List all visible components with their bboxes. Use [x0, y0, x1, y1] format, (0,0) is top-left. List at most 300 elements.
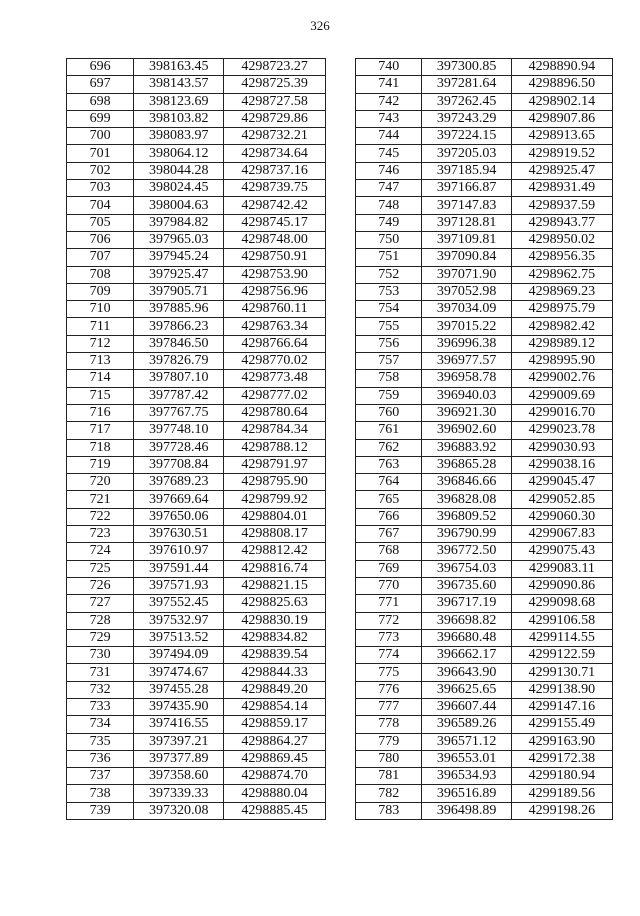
- x-coordinate-cell: 396498.89: [422, 802, 511, 819]
- x-coordinate-cell: 396589.26: [422, 716, 511, 733]
- table-row: [67, 768, 326, 785]
- table-row: [356, 474, 613, 491]
- point-number-cell: 745: [356, 145, 422, 162]
- y-coordinate-cell: 4298931.49: [511, 180, 612, 197]
- point-number-cell: 720: [67, 474, 134, 491]
- point-number-cell: 725: [67, 560, 134, 577]
- y-coordinate-cell: 4298975.79: [511, 301, 612, 318]
- point-number-cell: 782: [356, 785, 422, 802]
- y-coordinate-cell: 4298825.63: [224, 595, 326, 612]
- table-row: [356, 647, 613, 664]
- table-row: [67, 785, 326, 802]
- y-coordinate-cell: 4299155.49: [511, 716, 612, 733]
- y-coordinate-cell: 4299067.83: [511, 526, 612, 543]
- point-number-cell: 755: [356, 318, 422, 335]
- x-coordinate-cell: 396680.48: [422, 629, 511, 646]
- x-coordinate-cell: 397339.33: [134, 785, 224, 802]
- point-number-cell: 778: [356, 716, 422, 733]
- y-coordinate-cell: 4299098.68: [511, 595, 612, 612]
- y-coordinate-cell: 4298869.45: [224, 750, 326, 767]
- x-coordinate-cell: 397787.42: [134, 387, 224, 404]
- y-coordinate-cell: 4298849.20: [224, 681, 326, 698]
- y-coordinate-cell: 4298859.17: [224, 716, 326, 733]
- x-coordinate-cell: 396754.03: [422, 560, 511, 577]
- x-coordinate-cell: 397591.44: [134, 560, 224, 577]
- x-coordinate-cell: 397767.75: [134, 404, 224, 421]
- table-row: [356, 508, 613, 525]
- y-coordinate-cell: 4298723.27: [224, 59, 326, 76]
- table-row: [67, 508, 326, 525]
- point-number-cell: 773: [356, 629, 422, 646]
- x-coordinate-cell: 396571.12: [422, 733, 511, 750]
- y-coordinate-cell: 4298937.59: [511, 197, 612, 214]
- table-row: [67, 318, 326, 335]
- coordinates-table-right: [355, 58, 613, 820]
- y-coordinate-cell: 4298834.82: [224, 629, 326, 646]
- y-coordinate-cell: 4299172.38: [511, 750, 612, 767]
- table-row: [356, 59, 613, 76]
- table-row: [67, 93, 326, 110]
- point-number-cell: 700: [67, 128, 134, 145]
- table-row: [67, 180, 326, 197]
- x-coordinate-cell: 396958.78: [422, 370, 511, 387]
- y-coordinate-cell: 4299147.16: [511, 698, 612, 715]
- x-coordinate-cell: 397435.90: [134, 698, 224, 715]
- y-coordinate-cell: 4298816.74: [224, 560, 326, 577]
- table-row: [67, 370, 326, 387]
- x-coordinate-cell: 397748.10: [134, 422, 224, 439]
- table-row: [67, 145, 326, 162]
- point-number-cell: 741: [356, 76, 422, 93]
- table-row: [356, 716, 613, 733]
- table-row: [67, 128, 326, 145]
- point-number-cell: 736: [67, 750, 134, 767]
- y-coordinate-cell: 4299122.59: [511, 647, 612, 664]
- point-number-cell: 739: [67, 802, 134, 819]
- table-row: [356, 733, 613, 750]
- point-number-cell: 704: [67, 197, 134, 214]
- point-number-cell: 705: [67, 214, 134, 231]
- y-coordinate-cell: 4298780.64: [224, 404, 326, 421]
- y-coordinate-cell: 4298753.90: [224, 266, 326, 283]
- table-row: [67, 647, 326, 664]
- point-number-cell: 723: [67, 526, 134, 543]
- x-coordinate-cell: 397846.50: [134, 335, 224, 352]
- x-coordinate-cell: 396553.01: [422, 750, 511, 767]
- x-coordinate-cell: 397034.09: [422, 301, 511, 318]
- y-coordinate-cell: 4299023.78: [511, 422, 612, 439]
- y-coordinate-cell: 4298896.50: [511, 76, 612, 93]
- coordinates-table-right-body: [356, 59, 613, 820]
- table-row: [67, 353, 326, 370]
- y-coordinate-cell: 4298950.02: [511, 231, 612, 248]
- y-coordinate-cell: 4298745.17: [224, 214, 326, 231]
- x-coordinate-cell: 397532.97: [134, 612, 224, 629]
- table-row: [67, 750, 326, 767]
- point-number-cell: 699: [67, 110, 134, 127]
- x-coordinate-cell: 397185.94: [422, 162, 511, 179]
- table-row: [67, 664, 326, 681]
- table-row: [356, 698, 613, 715]
- point-number-cell: 751: [356, 249, 422, 266]
- y-coordinate-cell: 4298808.17: [224, 526, 326, 543]
- point-number-cell: 761: [356, 422, 422, 439]
- y-coordinate-cell: 4298799.92: [224, 491, 326, 508]
- x-coordinate-cell: 397300.85: [422, 59, 511, 76]
- table-row: [356, 768, 613, 785]
- table-row: [67, 387, 326, 404]
- x-coordinate-cell: 397358.60: [134, 768, 224, 785]
- y-coordinate-cell: 4298732.21: [224, 128, 326, 145]
- x-coordinate-cell: 397807.10: [134, 370, 224, 387]
- x-coordinate-cell: 397090.84: [422, 249, 511, 266]
- y-coordinate-cell: 4298890.94: [511, 59, 612, 76]
- table-row: [356, 231, 613, 248]
- point-number-cell: 730: [67, 647, 134, 664]
- y-coordinate-cell: 4298925.47: [511, 162, 612, 179]
- y-coordinate-cell: 4298956.35: [511, 249, 612, 266]
- point-number-cell: 706: [67, 231, 134, 248]
- point-number-cell: 729: [67, 629, 134, 646]
- point-number-cell: 766: [356, 508, 422, 525]
- point-number-cell: 743: [356, 110, 422, 127]
- y-coordinate-cell: 4298725.39: [224, 76, 326, 93]
- x-coordinate-cell: 397320.08: [134, 802, 224, 819]
- point-number-cell: 758: [356, 370, 422, 387]
- y-coordinate-cell: 4298907.86: [511, 110, 612, 127]
- table-row: [356, 750, 613, 767]
- table-row: [356, 283, 613, 300]
- table-row: [356, 526, 613, 543]
- point-number-cell: 707: [67, 249, 134, 266]
- table-row: [356, 612, 613, 629]
- point-number-cell: 712: [67, 335, 134, 352]
- point-number-cell: 696: [67, 59, 134, 76]
- point-number-cell: 783: [356, 802, 422, 819]
- table-row: [67, 543, 326, 560]
- table-row: [67, 283, 326, 300]
- x-coordinate-cell: 396790.99: [422, 526, 511, 543]
- table-row: [67, 595, 326, 612]
- table-row: [356, 802, 613, 819]
- point-number-cell: 750: [356, 231, 422, 248]
- y-coordinate-cell: 4298989.12: [511, 335, 612, 352]
- point-number-cell: 737: [67, 768, 134, 785]
- x-coordinate-cell: 397513.52: [134, 629, 224, 646]
- y-coordinate-cell: 4298766.64: [224, 335, 326, 352]
- point-number-cell: 715: [67, 387, 134, 404]
- y-coordinate-cell: 4299052.85: [511, 491, 612, 508]
- y-coordinate-cell: 4299106.58: [511, 612, 612, 629]
- y-coordinate-cell: 4299083.11: [511, 560, 612, 577]
- table-row: [67, 404, 326, 421]
- point-number-cell: 769: [356, 560, 422, 577]
- y-coordinate-cell: 4298727.58: [224, 93, 326, 110]
- table-row: [356, 110, 613, 127]
- y-coordinate-cell: 4299090.86: [511, 577, 612, 594]
- table-row: [67, 716, 326, 733]
- page-number: 326: [310, 18, 330, 33]
- point-number-cell: 713: [67, 353, 134, 370]
- point-number-cell: 780: [356, 750, 422, 767]
- table-row: [67, 577, 326, 594]
- point-number-cell: 765: [356, 491, 422, 508]
- x-coordinate-cell: 397885.96: [134, 301, 224, 318]
- x-coordinate-cell: 398064.12: [134, 145, 224, 162]
- y-coordinate-cell: 4298913.65: [511, 128, 612, 145]
- x-coordinate-cell: 398143.57: [134, 76, 224, 93]
- point-number-cell: 732: [67, 681, 134, 698]
- y-coordinate-cell: 4298788.12: [224, 439, 326, 456]
- x-coordinate-cell: 397015.22: [422, 318, 511, 335]
- table-row: [67, 456, 326, 473]
- table-row: [67, 110, 326, 127]
- y-coordinate-cell: 4299060.30: [511, 508, 612, 525]
- point-number-cell: 747: [356, 180, 422, 197]
- point-number-cell: 710: [67, 301, 134, 318]
- x-coordinate-cell: 397071.90: [422, 266, 511, 283]
- x-coordinate-cell: 397109.81: [422, 231, 511, 248]
- x-coordinate-cell: 397965.03: [134, 231, 224, 248]
- table-row: [356, 145, 613, 162]
- y-coordinate-cell: 4298880.04: [224, 785, 326, 802]
- x-coordinate-cell: 398044.28: [134, 162, 224, 179]
- y-coordinate-cell: 4299130.71: [511, 664, 612, 681]
- y-coordinate-cell: 4298742.42: [224, 197, 326, 214]
- table-row: [356, 785, 613, 802]
- table-row: [67, 526, 326, 543]
- point-number-cell: 701: [67, 145, 134, 162]
- point-number-cell: 724: [67, 543, 134, 560]
- point-number-cell: 731: [67, 664, 134, 681]
- point-number-cell: 740: [356, 59, 422, 76]
- y-coordinate-cell: 4298854.14: [224, 698, 326, 715]
- point-number-cell: 714: [67, 370, 134, 387]
- point-number-cell: 728: [67, 612, 134, 629]
- point-number-cell: 776: [356, 681, 422, 698]
- point-number-cell: 753: [356, 283, 422, 300]
- table-row: [356, 629, 613, 646]
- x-coordinate-cell: 398083.97: [134, 128, 224, 145]
- y-coordinate-cell: 4298737.16: [224, 162, 326, 179]
- x-coordinate-cell: 397925.47: [134, 266, 224, 283]
- y-coordinate-cell: 4298784.34: [224, 422, 326, 439]
- point-number-cell: 760: [356, 404, 422, 421]
- x-coordinate-cell: 397474.67: [134, 664, 224, 681]
- x-coordinate-cell: 398024.45: [134, 180, 224, 197]
- x-coordinate-cell: 397494.09: [134, 647, 224, 664]
- table-row: [356, 422, 613, 439]
- x-coordinate-cell: 397552.45: [134, 595, 224, 612]
- x-coordinate-cell: 396977.57: [422, 353, 511, 370]
- x-coordinate-cell: 397262.45: [422, 93, 511, 110]
- y-coordinate-cell: 4298773.48: [224, 370, 326, 387]
- table-row: [356, 404, 613, 421]
- table-row: [356, 595, 613, 612]
- x-coordinate-cell: 398163.45: [134, 59, 224, 76]
- point-number-cell: 742: [356, 93, 422, 110]
- y-coordinate-cell: 4299002.76: [511, 370, 612, 387]
- x-coordinate-cell: 396643.90: [422, 664, 511, 681]
- point-number-cell: 756: [356, 335, 422, 352]
- table-row: [67, 802, 326, 819]
- x-coordinate-cell: 398103.82: [134, 110, 224, 127]
- y-coordinate-cell: 4298734.64: [224, 145, 326, 162]
- point-number-cell: 774: [356, 647, 422, 664]
- table-row: [356, 664, 613, 681]
- table-row: [67, 629, 326, 646]
- y-coordinate-cell: 4298902.14: [511, 93, 612, 110]
- table-row: [67, 76, 326, 93]
- point-number-cell: 772: [356, 612, 422, 629]
- point-number-cell: 764: [356, 474, 422, 491]
- x-coordinate-cell: 397224.15: [422, 128, 511, 145]
- point-number-cell: 716: [67, 404, 134, 421]
- point-number-cell: 777: [356, 698, 422, 715]
- x-coordinate-cell: 396607.44: [422, 698, 511, 715]
- table-row: [67, 231, 326, 248]
- x-coordinate-cell: 396846.66: [422, 474, 511, 491]
- point-number-cell: 767: [356, 526, 422, 543]
- x-coordinate-cell: 396809.52: [422, 508, 511, 525]
- table-row: [356, 370, 613, 387]
- point-number-cell: 702: [67, 162, 134, 179]
- x-coordinate-cell: 398123.69: [134, 93, 224, 110]
- table-row: [67, 335, 326, 352]
- table-row: [67, 422, 326, 439]
- point-number-cell: 748: [356, 197, 422, 214]
- x-coordinate-cell: 396828.08: [422, 491, 511, 508]
- table-row: [356, 456, 613, 473]
- y-coordinate-cell: 4299009.69: [511, 387, 612, 404]
- y-coordinate-cell: 4298864.27: [224, 733, 326, 750]
- y-coordinate-cell: 4298812.42: [224, 543, 326, 560]
- table-row: [67, 249, 326, 266]
- point-number-cell: 762: [356, 439, 422, 456]
- table-row: [356, 353, 613, 370]
- table-row: [356, 681, 613, 698]
- table-row: [67, 439, 326, 456]
- table-row: [356, 214, 613, 231]
- y-coordinate-cell: 4298804.01: [224, 508, 326, 525]
- y-coordinate-cell: 4298791.97: [224, 456, 326, 473]
- point-number-cell: 735: [67, 733, 134, 750]
- y-coordinate-cell: 4298844.33: [224, 664, 326, 681]
- point-number-cell: 727: [67, 595, 134, 612]
- y-coordinate-cell: 4298839.54: [224, 647, 326, 664]
- point-number-cell: 759: [356, 387, 422, 404]
- x-coordinate-cell: 397610.97: [134, 543, 224, 560]
- y-coordinate-cell: 4299016.70: [511, 404, 612, 421]
- table-row: [356, 439, 613, 456]
- y-coordinate-cell: 4298830.19: [224, 612, 326, 629]
- table-row: [67, 197, 326, 214]
- y-coordinate-cell: 4299189.56: [511, 785, 612, 802]
- table-row: [356, 335, 613, 352]
- x-coordinate-cell: 397650.06: [134, 508, 224, 525]
- x-coordinate-cell: 396865.28: [422, 456, 511, 473]
- table-row: [67, 266, 326, 283]
- x-coordinate-cell: 397728.46: [134, 439, 224, 456]
- point-number-cell: 722: [67, 508, 134, 525]
- point-number-cell: 738: [67, 785, 134, 802]
- point-number-cell: 779: [356, 733, 422, 750]
- point-number-cell: 721: [67, 491, 134, 508]
- y-coordinate-cell: 4299075.43: [511, 543, 612, 560]
- point-number-cell: 749: [356, 214, 422, 231]
- x-coordinate-cell: 397377.89: [134, 750, 224, 767]
- x-coordinate-cell: 397945.24: [134, 249, 224, 266]
- x-coordinate-cell: 396516.89: [422, 785, 511, 802]
- point-number-cell: 768: [356, 543, 422, 560]
- x-coordinate-cell: 396735.60: [422, 577, 511, 594]
- x-coordinate-cell: 396921.30: [422, 404, 511, 421]
- x-coordinate-cell: 397147.83: [422, 197, 511, 214]
- y-coordinate-cell: 4299114.55: [511, 629, 612, 646]
- table-row: [356, 266, 613, 283]
- point-number-cell: 719: [67, 456, 134, 473]
- x-coordinate-cell: 397630.51: [134, 526, 224, 543]
- x-coordinate-cell: 397052.98: [422, 283, 511, 300]
- point-number-cell: 770: [356, 577, 422, 594]
- y-coordinate-cell: 4298969.23: [511, 283, 612, 300]
- table-row: [67, 214, 326, 231]
- y-coordinate-cell: 4298874.70: [224, 768, 326, 785]
- y-coordinate-cell: 4299045.47: [511, 474, 612, 491]
- point-number-cell: 717: [67, 422, 134, 439]
- table-row: [356, 76, 613, 93]
- y-coordinate-cell: 4298770.02: [224, 353, 326, 370]
- x-coordinate-cell: 397866.23: [134, 318, 224, 335]
- x-coordinate-cell: 396772.50: [422, 543, 511, 560]
- table-row: [356, 577, 613, 594]
- table-row: [67, 681, 326, 698]
- table-row: [67, 301, 326, 318]
- point-number-cell: 734: [67, 716, 134, 733]
- x-coordinate-cell: 396534.93: [422, 768, 511, 785]
- table-row: [356, 387, 613, 404]
- table-row: [67, 733, 326, 750]
- x-coordinate-cell: 397416.55: [134, 716, 224, 733]
- point-number-cell: 708: [67, 266, 134, 283]
- y-coordinate-cell: 4298750.91: [224, 249, 326, 266]
- point-number-cell: 781: [356, 768, 422, 785]
- x-coordinate-cell: 397669.64: [134, 491, 224, 508]
- table-row: [67, 162, 326, 179]
- x-coordinate-cell: 397205.03: [422, 145, 511, 162]
- table-row: [356, 318, 613, 335]
- table-row: [356, 93, 613, 110]
- x-coordinate-cell: 396698.82: [422, 612, 511, 629]
- y-coordinate-cell: 4298748.00: [224, 231, 326, 248]
- y-coordinate-cell: 4298821.15: [224, 577, 326, 594]
- x-coordinate-cell: 396902.60: [422, 422, 511, 439]
- table-row: [356, 491, 613, 508]
- point-number-cell: 757: [356, 353, 422, 370]
- y-coordinate-cell: 4298729.86: [224, 110, 326, 127]
- y-coordinate-cell: 4298995.90: [511, 353, 612, 370]
- x-coordinate-cell: 396883.92: [422, 439, 511, 456]
- x-coordinate-cell: 397708.84: [134, 456, 224, 473]
- x-coordinate-cell: 397166.87: [422, 180, 511, 197]
- y-coordinate-cell: 4298756.96: [224, 283, 326, 300]
- table-row: [356, 543, 613, 560]
- y-coordinate-cell: 4298943.77: [511, 214, 612, 231]
- table-row: [67, 474, 326, 491]
- x-coordinate-cell: 396996.38: [422, 335, 511, 352]
- point-number-cell: 718: [67, 439, 134, 456]
- y-coordinate-cell: 4299138.90: [511, 681, 612, 698]
